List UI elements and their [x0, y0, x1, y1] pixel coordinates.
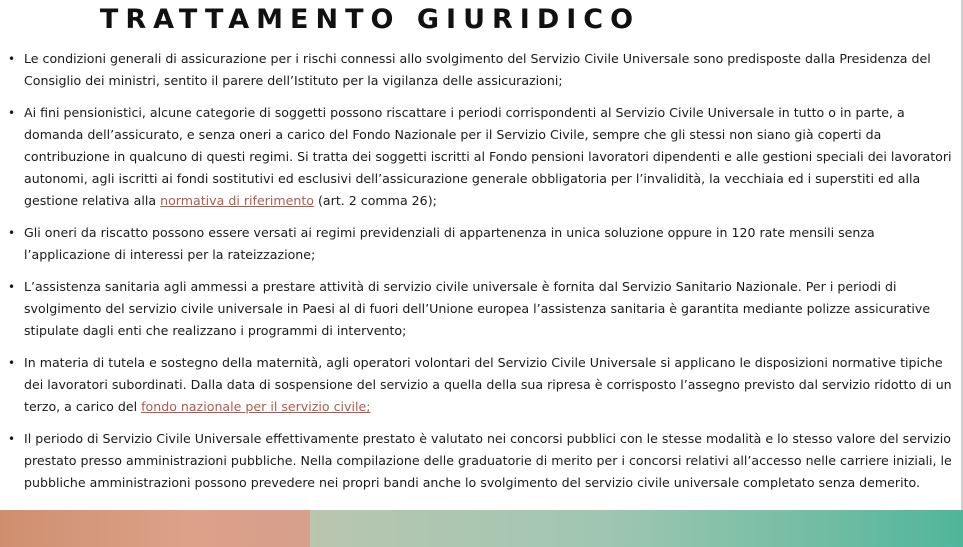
- bullet-item-healthcare: [8, 276, 960, 342]
- bullet-item-public-competitions: [8, 428, 960, 494]
- bullet-dot-icon: •: [8, 432, 16, 446]
- bullet-dot-icon: •: [8, 106, 16, 120]
- fondo-nazionale-link[interactable]: fondo nazionale per il servizio civile;: [141, 399, 371, 414]
- bullet-text: In materia di tutela e sostegno della maternità, agli operatori volontari del Servizio Civile Universale si applicano le disposizioni normative tipiche dei lavoratori subordinati. Dalla data di sospensione del servizio a quella della sua ripresa è corrisposto l’assegno previsto dal servizio ridotto di un terzo, a carico del: [24, 355, 952, 414]
- bullet-dot-icon: •: [8, 226, 16, 240]
- bullet-text: Il periodo di Servizio Civile Universale effettivamente prestato è valutato nei concorsi pubblici con le stesse modalità e lo stesso valore del servizio prestato presso amministrazioni pubbliche. Nella compilazione delle graduatorie di merito per i concorsi relativi all’accesso nelle carriere iniziali, le pubbliche amministrazioni possono prevedere nei propri bandi anche lo svolgimento del servizio civile universale completato senza demerito.: [24, 431, 952, 490]
- footer-color-band: [0, 510, 963, 547]
- bullet-text: L’assistenza sanitaria agli ammessi a prestare attività di servizio civile universale è fornita dal Servizio Sanitario Nazionale. Per i periodi di svolgimento del servizio civile universale in Paesi al di fuori dell’Unione europea l’assistenza sanitaria è garantita mediante polizze assicurative stipulate dagli enti che realizzano i programmi di intervento;: [24, 279, 931, 338]
- bullet-item-conditions: [8, 48, 960, 92]
- bullet-list: [8, 48, 960, 504]
- footer-band-left: [0, 510, 310, 547]
- bullet-item-pension: [8, 102, 960, 212]
- bullet-text-after: (art. 2 comma 26);: [314, 193, 437, 208]
- bullet-item-redemption-costs: [8, 222, 960, 266]
- footer-band-right: [310, 510, 963, 547]
- bullet-text: Gli oneri da riscatto possono essere versati ai regimi previdenziali di appartenenza in unica soluzione oppure in 120 rate mensili senza l’applicazione di interessi per la rateizzazione;: [24, 225, 875, 262]
- bullet-dot-icon: •: [8, 280, 16, 294]
- bullet-text: Le condizioni generali di assicurazione per i rischi connessi allo svolgimento del Servizio Civile Universale sono predisposte dalla Presidenza del Consiglio dei ministri, sentito il parere dell’Istituto per la vigilanza delle assicurazioni;: [24, 51, 931, 88]
- normativa-link[interactable]: normativa di riferimento: [160, 193, 315, 208]
- bullet-item-maternity: [8, 352, 960, 418]
- bullet-dot-icon: •: [8, 356, 16, 370]
- bullet-dot-icon: •: [8, 52, 16, 66]
- bullet-text: Ai fini pensionistici, alcune categorie di soggetti possono riscattare i periodi corrispondenti al Servizio Civile Universale in tutto o in parte, a domanda dell’assicurato, e senza oneri a carico del Fondo Nazionale per il Servizio Civile, sempre che gli stessi non siano già coperti da contribuzione in qualcuno di questi regimi. Si tratta dei soggetti iscritti al Fondo pensioni lavoratori dipendenti e alle gestioni speciali dei lavoratori autonomi, agli iscritti ai fondi sostitutivi ed esclusivi dell’assicurazione generale obbligatoria per l’invalidità, la vecchiaia ed i superstiti ed alla gestione relativa alla: [24, 105, 952, 208]
- slide-title: TRATTAMENTO GIURIDICO: [99, 4, 641, 35]
